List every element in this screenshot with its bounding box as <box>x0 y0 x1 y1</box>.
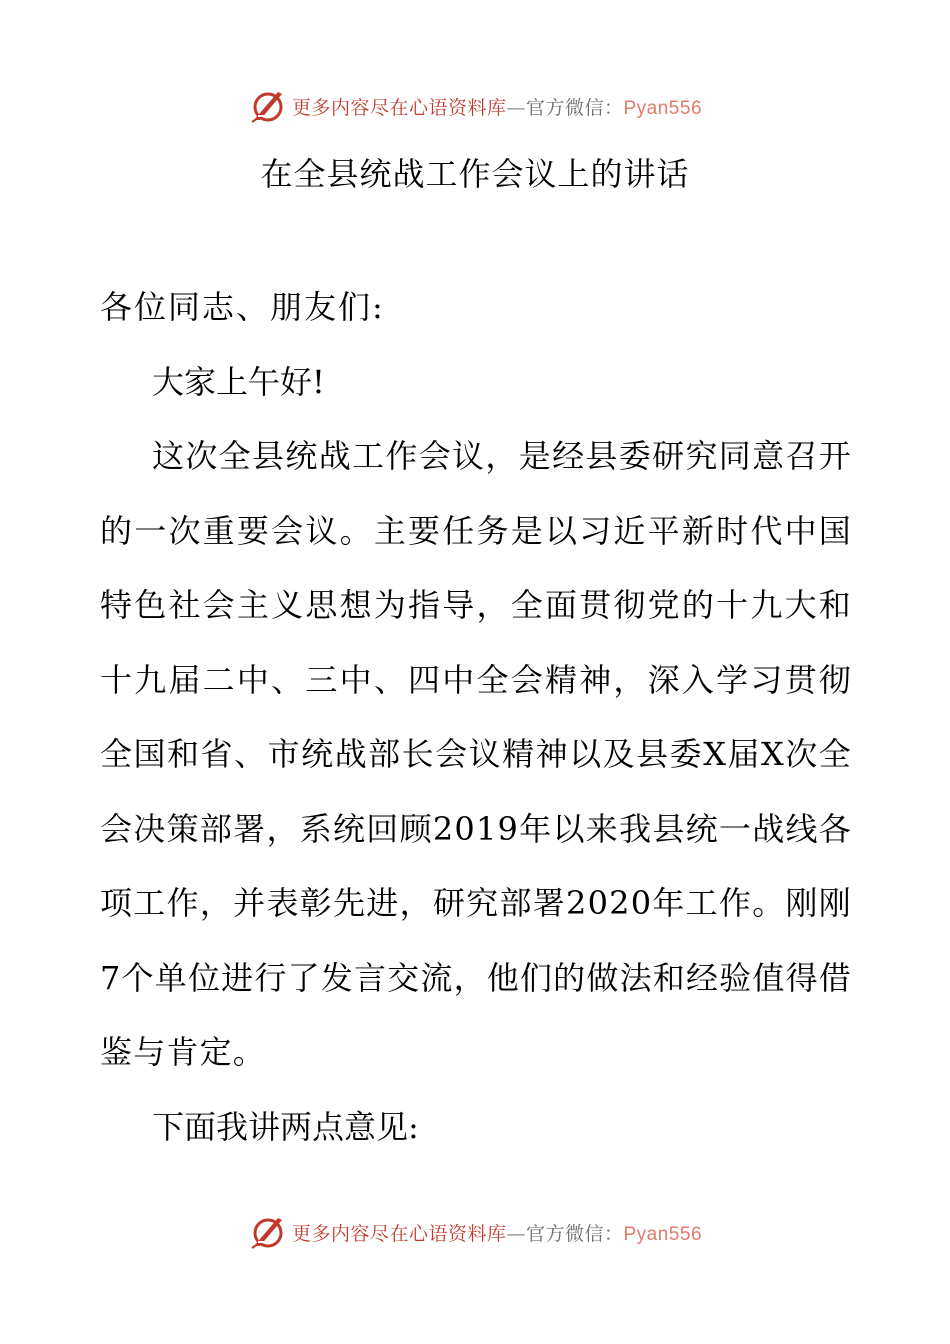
footer-banner <box>0 1210 950 1254</box>
banner-gray-text: 官方微信： <box>525 96 624 119</box>
banner-gray-text: 官方微信： <box>525 1222 624 1245</box>
greeting: 大家上午好! <box>152 362 325 401</box>
banner-red-text: 更多内容尽在心语资料库 <box>291 96 507 119</box>
salutation: 各位同志、朋友们: <box>100 288 385 326</box>
document-title: 在全县统战工作会议上的讲话 <box>260 155 690 193</box>
banner-wechat-id: Pyan556 <box>623 1223 703 1245</box>
banner-text <box>292 1219 702 1246</box>
banner-dash: — <box>506 1222 526 1245</box>
banner-red-text: 更多内容尽在心语资料库 <box>291 1222 507 1245</box>
banner-dash: — <box>506 96 526 119</box>
banner-wechat-id: Pyan556 <box>623 97 703 119</box>
quill-pen-logo-icon <box>248 1212 288 1252</box>
paragraph-2: 下面我讲两点意见: <box>152 1107 419 1146</box>
header-banner <box>0 84 950 128</box>
quill-pen-logo-icon <box>248 86 288 126</box>
document-body <box>100 270 852 1164</box>
banner-text <box>292 93 702 120</box>
paragraph-1: 这次全县统战工作会议，是经县委研究同意召开的一次重要会议。主要任务是以习近平新时代中国特色社会主义思想为指导，全面贯彻党的十九大和十九届二中、三中、四中全会精神，深入学习贯彻全国和省、市统战部长会议精神以及县委X届X次全会决策部署，系统回顾2019年以来我县统一战线各项工作，并表彰先进，研究部署2020年工作。刚刚7个单位进行了发言交流，他们的做法和经验值得借鉴与肯定。 <box>100 437 852 1071</box>
